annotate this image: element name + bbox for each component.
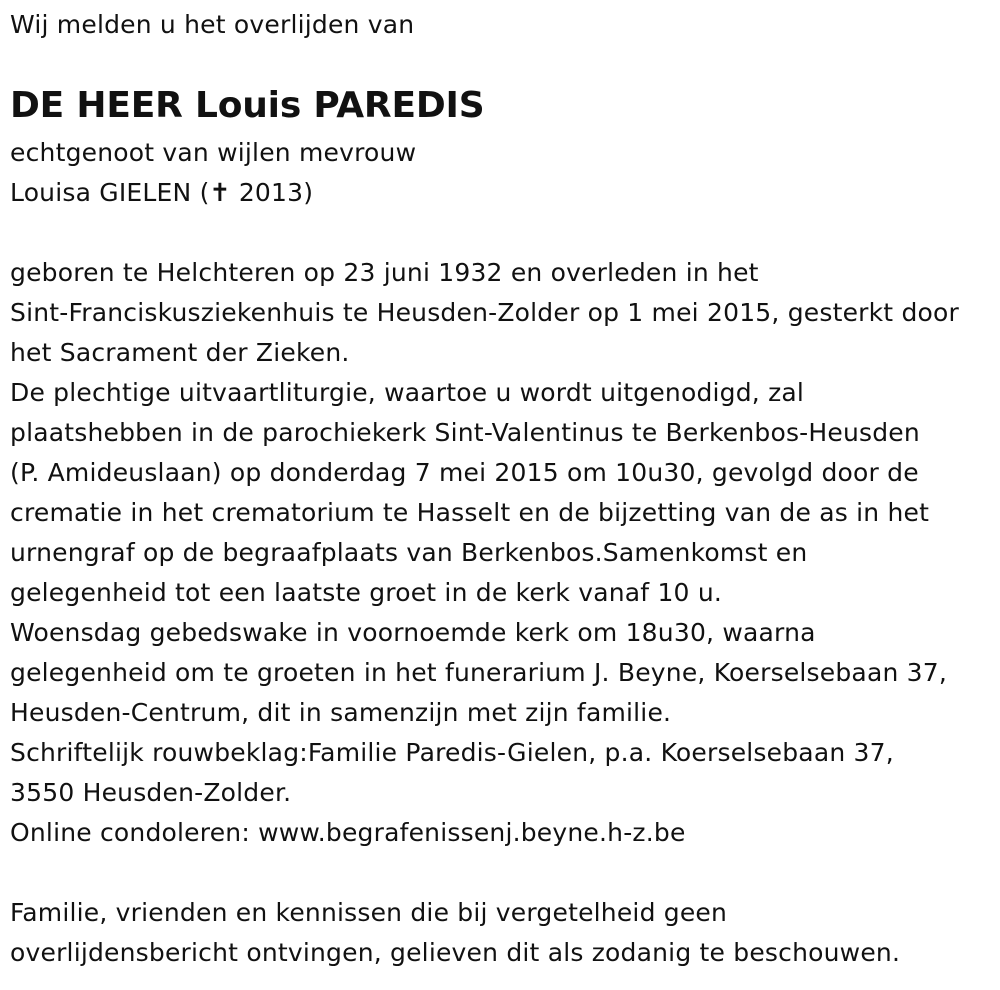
body-line: gelegenheid tot een laatste groet in de kerk vanaf 10 u. [10, 578, 723, 607]
body-line: (P. Amideuslaan) op donderdag 7 mei 2015 om 10u30, gevolgd door de [10, 458, 919, 487]
intro-text: Wij melden u het overlijden van [10, 10, 415, 39]
condolence-url-line: Online condoleren: www.begrafenissenj.beyne.h-z.be [10, 818, 686, 847]
body-line: 3550 Heusden-Zolder. [10, 778, 292, 807]
body-line: urnengraf op de begraafplaats van Berkenbos.Samenkomst en [10, 538, 808, 567]
body-line: gelegenheid om te groeten in het funerarium J. Beyne, Koerselsebaan 37, [10, 658, 948, 687]
closing-line: overlijdensbericht ontvingen, gelieven dit als zodanig te beschouwen. [10, 938, 901, 967]
deceased-name: DE HEER Louis PAREDIS [10, 85, 485, 126]
body-line: Heusden-Centrum, dit in samenzijn met zijn familie. [10, 698, 672, 727]
closing-line: Familie, vrienden en kennissen die bij vergetelheid geen [10, 898, 728, 927]
body-line: crematie in het crematorium te Hasselt en de bijzetting van de as in het [10, 498, 930, 527]
body-line: Woensdag gebedswake in voornoemde kerk om 18u30, waarna [10, 618, 816, 647]
body-line: Schriftelijk rouwbeklag:Familie Paredis-Gielen, p.a. Koerselsebaan 37, [10, 738, 894, 767]
body-line: plaatshebben in de parochiekerk Sint-Valentinus te Berkenbos-Heusden [10, 418, 920, 447]
spouse-line-2: Louisa GIELEN (✝ 2013) [10, 178, 314, 207]
spouse-line-1: echtgenoot van wijlen mevrouw [10, 138, 417, 167]
body-line: het Sacrament der Zieken. [10, 338, 350, 367]
body-line: geboren te Helchteren op 23 juni 1932 en overleden in het [10, 258, 759, 287]
body-line: De plechtige uitvaartliturgie, waartoe u wordt uitgenodigd, zal [10, 378, 805, 407]
body-line: Sint-Franciskusziekenhuis te Heusden-Zolder op 1 mei 2015, gesterkt door [10, 298, 959, 327]
